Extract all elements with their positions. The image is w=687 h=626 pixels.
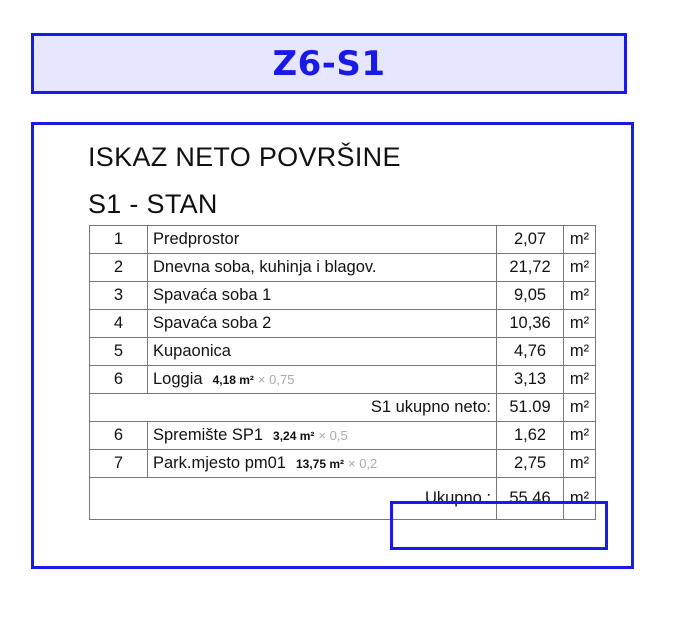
total-label: Ukupno : xyxy=(90,478,497,520)
row-number: 2 xyxy=(90,254,148,282)
table-row xyxy=(90,254,596,282)
gross-area: 3,24 m² xyxy=(273,429,315,443)
room-name: Spremište SP1 xyxy=(153,426,264,444)
subtotal-label: S1 ukupno neto: xyxy=(90,394,497,422)
area-unit: m² xyxy=(564,310,596,338)
row-number: 7 xyxy=(90,450,148,478)
title-banner xyxy=(31,33,627,94)
room-name-cell xyxy=(148,450,497,478)
room-name: Spavaća soba 1 xyxy=(148,282,497,310)
area-unit: m² xyxy=(564,478,596,520)
room-area: 1,62 xyxy=(497,422,564,450)
row-number: 4 xyxy=(90,310,148,338)
area-unit: m² xyxy=(564,254,596,282)
room-area: 3,13 xyxy=(497,366,564,394)
row-number: 1 xyxy=(90,226,148,254)
subtotal-value: 51.09 xyxy=(497,394,564,422)
room-name: Park.mjesto pm01 xyxy=(153,454,286,472)
table-row xyxy=(90,282,596,310)
row-number: 6 xyxy=(90,422,148,450)
room-area: 21,72 xyxy=(497,254,564,282)
reduction-factor: × 0,75 xyxy=(257,372,295,387)
room-name: Kupaonica xyxy=(148,338,497,366)
room-name: Spavaća soba 2 xyxy=(148,310,497,338)
area-table xyxy=(89,225,596,520)
subtotal-row xyxy=(90,394,596,422)
room-area: 10,36 xyxy=(497,310,564,338)
area-unit: m² xyxy=(564,422,596,450)
statement-heading: ISKAZ NETO POVRŠINE xyxy=(88,142,401,172)
room-area: 4,76 xyxy=(497,338,564,366)
row-number: 5 xyxy=(90,338,148,366)
table-row xyxy=(90,422,596,450)
room-name: Loggia xyxy=(153,370,203,388)
total-value: 55.46 xyxy=(497,478,564,520)
room-name-cell xyxy=(148,366,497,394)
table-row xyxy=(90,366,596,394)
room-area: 2,75 xyxy=(497,450,564,478)
gross-area: 13,75 m² xyxy=(295,457,344,471)
room-name: Dnevna soba, kuhinja i blagov. xyxy=(148,254,497,282)
row-number: 3 xyxy=(90,282,148,310)
area-unit: m² xyxy=(564,338,596,366)
row-number: 6 xyxy=(90,366,148,394)
area-unit: m² xyxy=(564,226,596,254)
area-unit: m² xyxy=(564,282,596,310)
room-name: Predprostor xyxy=(148,226,497,254)
gross-area: 4,18 m² xyxy=(212,373,254,387)
area-unit: m² xyxy=(564,366,596,394)
area-unit: m² xyxy=(564,450,596,478)
table-row xyxy=(90,226,596,254)
table-row xyxy=(90,310,596,338)
page-title: Z6-S1 xyxy=(272,43,386,84)
unit-subheading: S1 - STAN xyxy=(88,189,218,219)
table-row xyxy=(90,450,596,478)
room-name-cell xyxy=(148,422,497,450)
reduction-factor: × 0,2 xyxy=(348,456,378,471)
reduction-factor: × 0,5 xyxy=(318,428,348,443)
table-row xyxy=(90,338,596,366)
total-row xyxy=(90,478,596,520)
area-unit: m² xyxy=(564,394,596,422)
room-area: 9,05 xyxy=(497,282,564,310)
room-area: 2,07 xyxy=(497,226,564,254)
